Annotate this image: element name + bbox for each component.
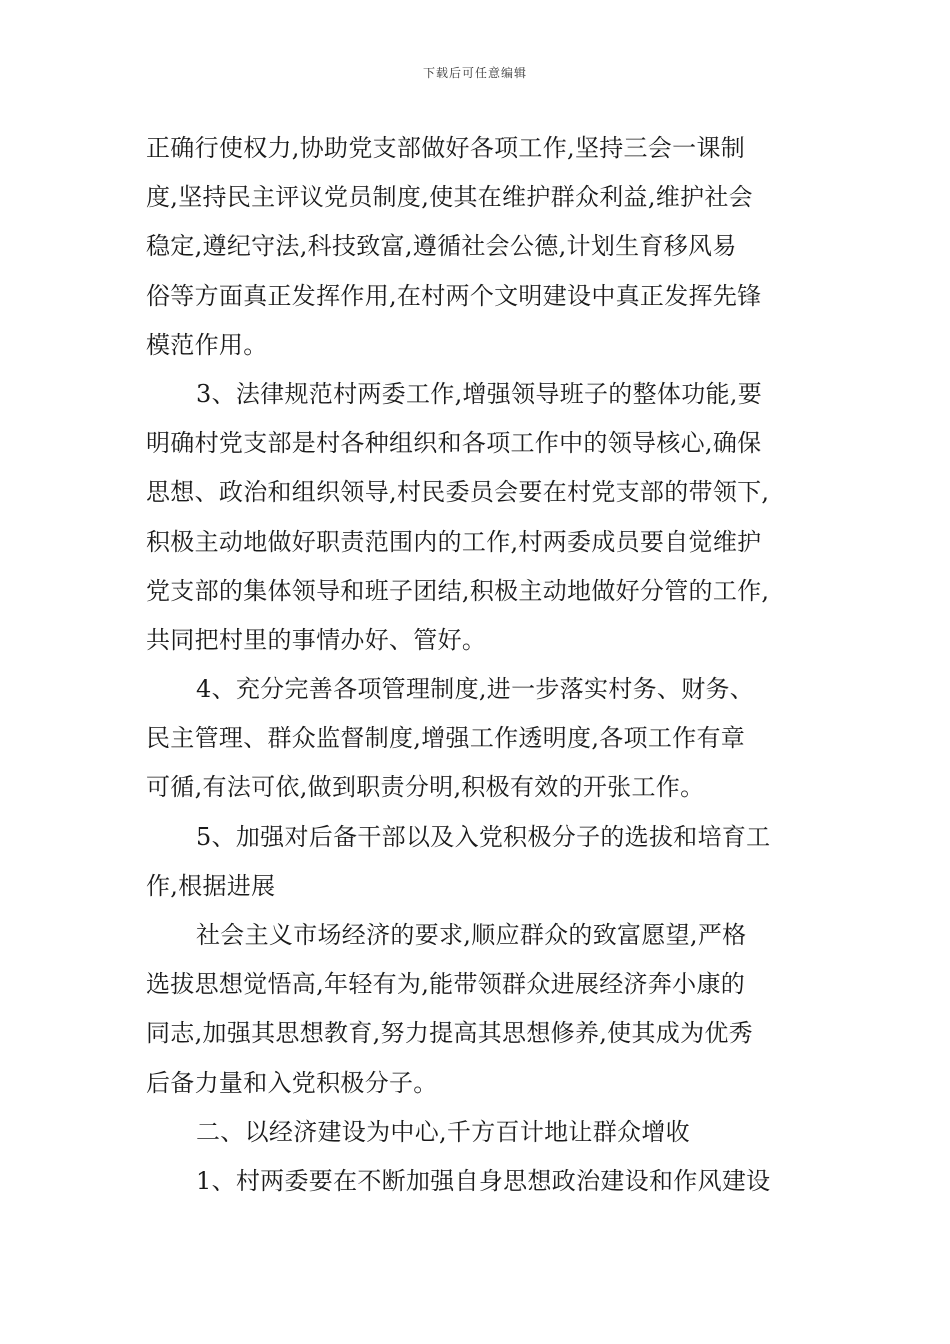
document-body <box>146 124 816 1206</box>
text-line: 党支部的集体领导和班子团结,积极主动地做好分管的工作, <box>146 576 770 605</box>
paragraph-start-line: 5、加强对后备干部以及入党积极分子的选拔和培育工 <box>196 822 771 851</box>
paragraph-start-line: 1、村两委要在不断加强自身思想政治建设和作风建设 <box>196 1166 771 1195</box>
text-line: 俗等方面真正发挥作用,在村两个文明建设中真正发挥先锋 <box>146 281 762 310</box>
text-line: 度,坚持民主评议党员制度,使其在维护群众利益,维护社会 <box>146 183 753 212</box>
text-line: 稳定,遵纪守法,科技致富,遵循社会公德,计划生育移风易 <box>146 232 737 261</box>
paragraph-start-line: 4、充分完善各项管理制度,进一步落实村务、财务、 <box>196 675 755 704</box>
text-line: 模范作用。 <box>146 330 268 359</box>
text-line: 可循,有法可依,做到职责分明,积极有效的开张工作。 <box>146 773 705 802</box>
text-line: 后备力量和入党积极分子。 <box>146 1068 438 1097</box>
text-line: 选拔思想觉悟高,年轻有为,能带领群众进展经济奔小康的 <box>146 970 746 999</box>
text-line: 共同把村里的事情办好、管好。 <box>146 625 487 654</box>
text-line: 思想、政治和组织领导,村民委员会要在村党支部的带领下, <box>146 478 770 507</box>
text-line: 积极主动地做好职责范围内的工作,村两委成员要自觉维护 <box>146 527 762 556</box>
paragraph-start-line: 社会主义市场经济的要求,顺应群众的致富愿望,严格 <box>196 921 747 949</box>
text-line: 正确行使权力,协助党支部做好各项工作,坚持三会一课制 <box>146 134 746 162</box>
section-heading: 二、以经济建设为中心,千方百计地让群众增收 <box>196 1117 690 1146</box>
paragraph-start-line: 3、法律规范村两委工作,增强领导班子的整体功能,要 <box>196 379 763 408</box>
text-line: 作,根据进展 <box>146 871 276 900</box>
text-line: 明确村党支部是村各种组织和各项工作中的领导核心,确保 <box>146 429 762 458</box>
text-line: 民主管理、群众监督制度,增强工作透明度,各项工作有章 <box>146 724 746 753</box>
page-header-note: 下载后可任意编辑 <box>422 66 527 80</box>
text-line: 同志,加强其思想教育,努力提高其思想修养,使其成为优秀 <box>146 1019 753 1048</box>
